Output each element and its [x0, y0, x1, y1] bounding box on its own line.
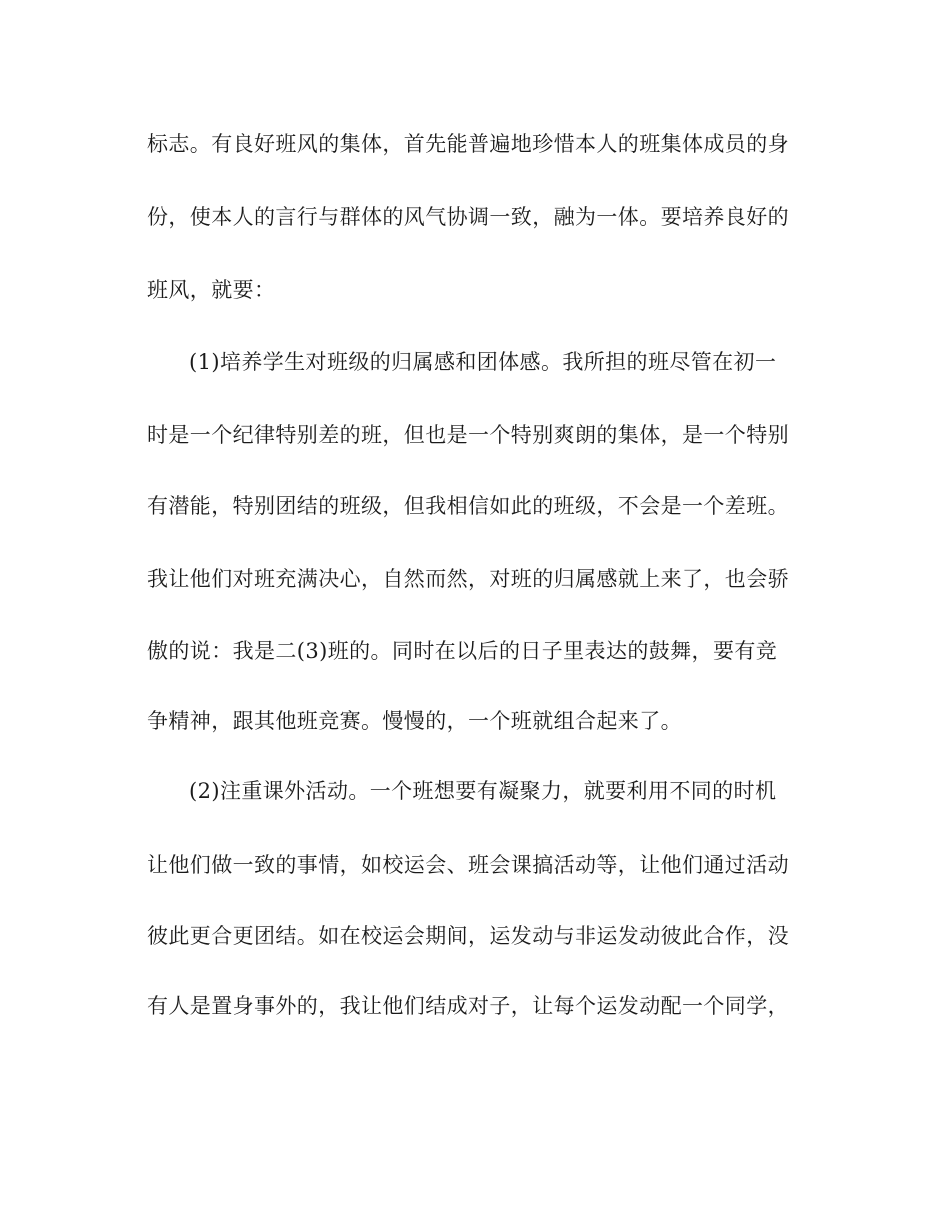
paragraph-line: 彼此更合更团结。如在校运会期间，运发动与非运发动彼此合作，没 [147, 924, 789, 948]
paragraph-line: 让他们做一致的事情，如校运会、班会课搞活动等，让他们通过活动 [147, 853, 789, 877]
paragraph-line: 有潜能，特别团结的班级，但我相信如此的班级，不会是一个差班。 [147, 494, 789, 518]
paragraph-line-2-start: (2)注重课外活动。一个班想要有凝聚力，就要利用不同的时机 [189, 779, 777, 803]
paragraph-line-1-start: (1)培养学生对班级的归属感和团体感。我所担的班尽管在初一 [189, 350, 777, 374]
paragraph-line: 我让他们对班充满决心，自然而然，对班的归属感就上来了，也会骄 [147, 567, 789, 591]
paragraph-line: 争精神，跟其他班竞赛。慢慢的，一个班就组合起来了。 [147, 709, 682, 733]
paragraph-line: 傲的说：我是二(3)班的。同时在以后的日子里表达的鼓舞，要有竞 [147, 639, 778, 663]
paragraph-line: 有人是置身事外的，我让他们结成对子，让每个运发动配一个同学， [147, 994, 789, 1018]
paragraph-line: 时是一个纪律特别差的班，但也是一个特别爽朗的集体，是一个特别 [147, 423, 789, 447]
paragraph-line: 份，使本人的言行与群体的风气协调一致，融为一体。要培养良好的 [147, 205, 789, 229]
paragraph-line: 班风，就要： [147, 278, 276, 302]
paragraph-line: 标志。有良好班风的集体，首先能普遍地珍惜本人的班集体成员的身 [147, 132, 789, 156]
